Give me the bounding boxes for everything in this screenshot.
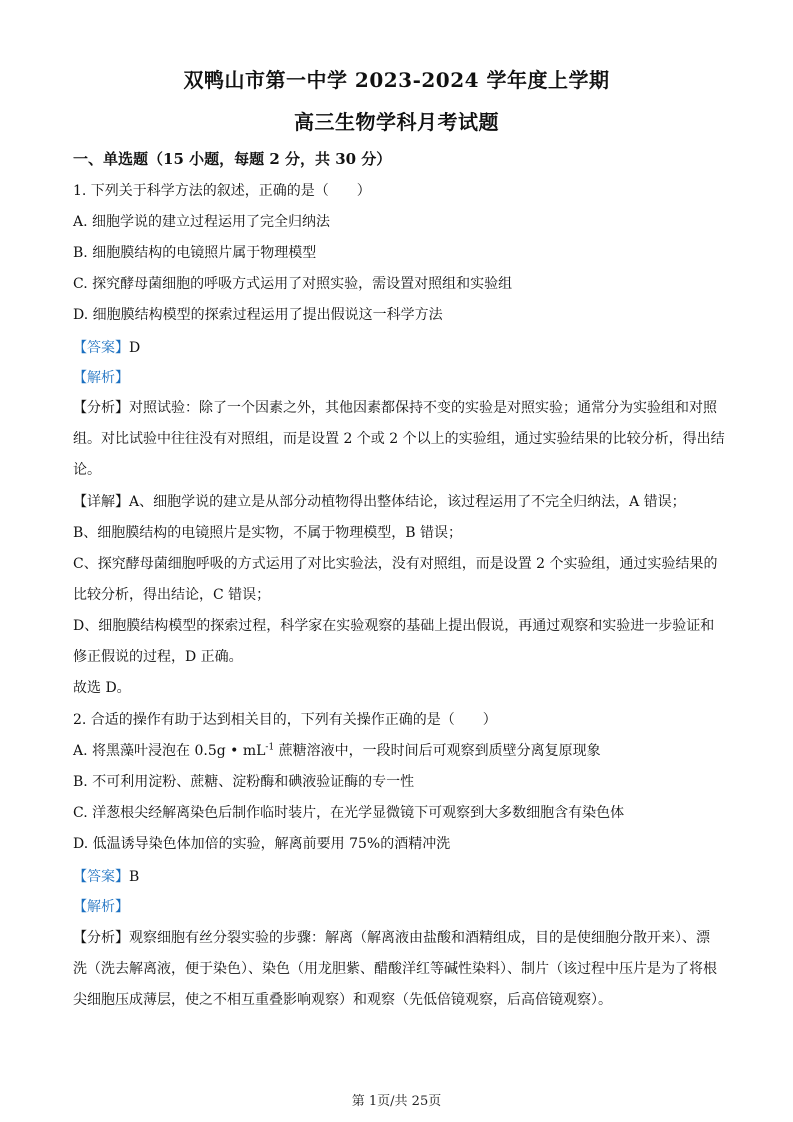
question-1-stem: 1. 下列关于科学方法的叙述，正确的是（ ）: [73, 183, 371, 199]
q2-answer: [73, 867, 723, 887]
xiangjie-tag: 【详解】: [73, 494, 129, 510]
q2-option-d: D. 低温诱导染色体加倍的实验，解离前要用 75%的酒精冲洗: [73, 836, 451, 852]
analysis-tag: 【解析】: [73, 899, 129, 915]
q1-option-b: B. 细胞膜结构的电镜照片属于物理模型: [73, 245, 317, 261]
q1-option-c: C. 探究酵母菌细胞的呼吸方式运用了对照实验，需设置对照组和实验组: [73, 276, 513, 292]
option-a-text: A. 将黑藻叶浸泡在 0.5g • mL: [73, 743, 266, 759]
q1-xiangjie-line-1: [73, 492, 723, 512]
analysis-tag: 【解析】: [73, 370, 129, 386]
q1-option-d: D. 细胞膜结构模型的探索过程运用了提出假说这一科学方法: [73, 307, 443, 323]
q2-option-b: B. 不可利用淀粉、蔗糖、淀粉酶和碘液验证酶的专一性: [73, 774, 415, 790]
q2-fenxi-line-2: 洗（洗去解离液，便于染色）、染色（用龙胆紫、醋酸洋红等碱性染料）、制片（该过程中压片是为了将根: [73, 961, 717, 977]
q1-conclusion: 故选 D。: [73, 680, 131, 696]
option-a-superscript: -1: [265, 742, 275, 753]
page-footer: 第 1页/共 25页: [351, 1094, 442, 1109]
q2-option-c: C. 洋葱根尖经解离染色后制作临时装片，在光学显微镜下可观察到大多数细胞含有染色体: [73, 805, 625, 821]
q1-xiangjie-line-4: 比较分析，得出结论，C 错误；: [73, 587, 271, 603]
q1-fenxi-line-2: 组。对比试验中往往没有对照组，而是设置 2 个或 2 个以上的实验组，通过实验结果的比较分析，得出结: [73, 431, 725, 447]
answer-value: B: [129, 869, 140, 885]
q1-answer: [73, 338, 723, 358]
fenxi-tag: 【分析】: [73, 930, 129, 946]
xiangjie-text: A、细胞学说的建立是从部分动植物得出整体结论，该过程运用了不完全归纳法，A 错误；: [129, 494, 686, 510]
answer-tag: 【答案】: [73, 340, 129, 356]
q1-analysis-tag: [73, 368, 723, 388]
fenxi-text: 观察细胞有丝分裂实验的步骤：解离（解离液由盐酸和酒精组成，目的是使细胞分散开来）、漂: [129, 930, 710, 946]
q1-fenxi-line-1: [73, 398, 723, 418]
q1-option-a: A. 细胞学说的建立过程运用了完全归纳法: [73, 214, 331, 230]
option-a-text-rest: 蔗糖溶液中，一段时间后可观察到质壁分离复原现象: [274, 743, 601, 759]
question-2-stem: 2. 合适的操作有助于达到相关目的，下列有关操作正确的是（ ）: [73, 712, 497, 728]
q2-fenxi-line-3: 尖细胞压成薄层，使之不相互重叠影响观察）和观察（先低倍镜观察，后高倍镜观察）。: [73, 992, 612, 1008]
q2-fenxi-line-1: [73, 928, 723, 948]
fenxi-text: 对照试验：除了一个因素之外，其他因素都保持不变的实验是对照实验；通常分为实验组和对照: [129, 400, 717, 416]
q1-xiangjie-line-3: C、探究酵母菌细胞呼吸的方式运用了对比实验法，没有对照组，而是设置 2 个实验组，通过实验结果的: [73, 556, 718, 572]
answer-value: D: [129, 340, 141, 356]
section-heading: 一、单选题（15 小题，每题 2 分，共 30 分）: [73, 150, 392, 168]
q1-xiangjie-line-2: B、细胞膜结构的电镜照片是实物，不属于物理模型，B 错误；: [73, 525, 463, 541]
fenxi-tag: 【分析】: [73, 400, 129, 416]
q2-option-a: [73, 741, 723, 761]
q1-xiangjie-line-5: D、细胞膜结构模型的探索过程，科学家在实验观察的基础上提出假说，再通过观察和实验进一步验证和: [73, 618, 715, 634]
q1-xiangjie-line-6: 修正假说的过程，D 正确。: [73, 649, 243, 665]
q1-fenxi-line-3: 论。: [73, 462, 101, 478]
document-title: 双鸭山市第一中学 2023-2024 学年度上学期: [183, 68, 610, 92]
answer-tag: 【答案】: [73, 869, 129, 885]
q2-analysis-tag: [73, 897, 723, 917]
document-subtitle: 高三生物学科月考试题: [294, 110, 499, 134]
